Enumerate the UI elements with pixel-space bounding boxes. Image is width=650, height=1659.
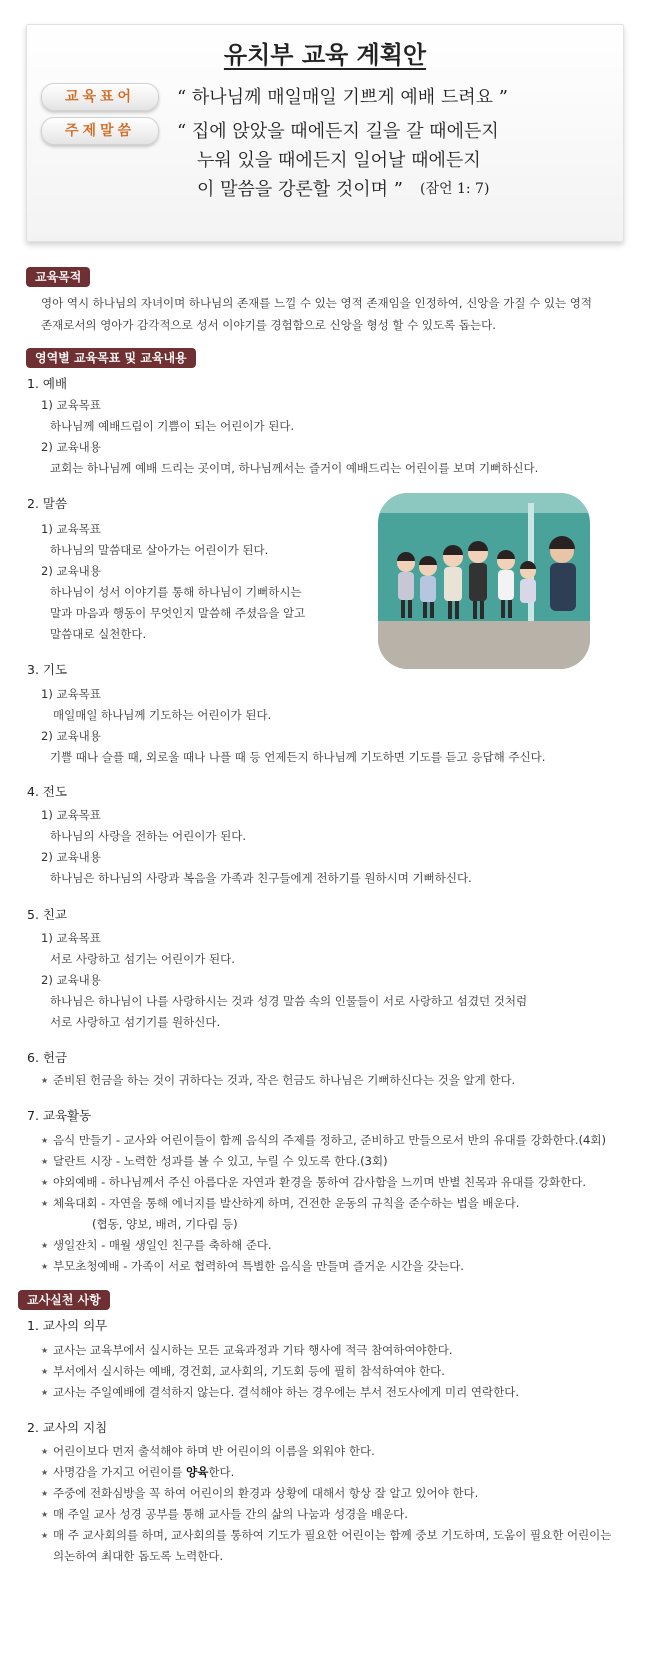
theme-reference: (잠언 1: 7) <box>420 181 490 197</box>
word-content-label: 2) 교육내용 <box>41 564 101 578</box>
group-photo-children-teacher-icon <box>378 493 590 669</box>
prayer-content-label: 2) 교육내용 <box>41 729 101 743</box>
word-goal-label: 1) 교육목표 <box>41 522 101 536</box>
bullet-star-icon: ★ <box>41 1447 49 1456</box>
bullet-star-icon: ★ <box>41 1346 49 1355</box>
bullet-star-icon: ★ <box>41 1262 49 1271</box>
guideline-love-pre: 사명감을 가지고 어린이를 <box>53 1465 187 1479</box>
evangelism-content: 하나님은 하나님의 사랑과 복음을 가족과 친구들에게 전하기를 원하시며 기뻐하신다. <box>50 871 472 885</box>
guideline-love-bold: 양육 <box>186 1465 209 1479</box>
guideline-love-post: 한다. <box>208 1465 235 1479</box>
bullet-star-icon: ★ <box>41 1241 49 1250</box>
theme-label-pill: 주제말씀 <box>41 117 159 145</box>
word-title: 2. 말씀 <box>27 496 68 511</box>
page-title: 유치부 교육 계획안 <box>223 40 427 69</box>
bullet-star-icon: ★ <box>41 1531 49 1540</box>
word-content-line-3: 말씀대로 실천한다. <box>50 627 147 641</box>
worship-content: 교회는 하나님께 예배 드리는 곳이며, 하나님께서는 즐거이 예배드리는 어린이를 보며 기뻐하신다. <box>50 461 539 475</box>
guideline-item-2 <box>53 1464 234 1480</box>
offering-item-1: 준비된 헌금을 하는 것이 귀하다는 것과, 작은 헌금도 하나님은 기뻐하신다는 것을 알게 한다. <box>53 1073 516 1087</box>
bullet-star-icon: ★ <box>41 1136 49 1145</box>
prayer-goal: 매일매일 하나님께 기도하는 어린이가 된다. <box>53 708 272 722</box>
guideline-item-3: 주중에 전화심방을 꼭 하여 어린이의 환경과 상황에 대해서 항상 잘 알고 있어야 한다. <box>53 1486 479 1500</box>
activity-parent-worship: 부모초청예배 - 가족이 서로 협력하여 특별한 음식을 만들며 즐거운 시간을 갖는다. <box>53 1259 464 1273</box>
bullet-star-icon: ★ <box>41 1157 49 1166</box>
fellowship-content-line-1: 하나님은 하나님이 나를 사랑하시는 것과 성경 말씀 속의 인물들이 서로 사랑하고 섬겼던 것처럼 <box>50 994 528 1008</box>
guideline-item-4: 매 주일 교사 성경 공부를 통해 교사들 간의 삶의 나눔과 성경을 배운다. <box>53 1507 408 1521</box>
worship-goal-label: 1) 교육목표 <box>41 398 101 412</box>
bullet-star-icon: ★ <box>41 1178 49 1187</box>
bullet-star-icon: ★ <box>41 1367 49 1376</box>
word-content-line-1: 하나님이 성서 이야기를 통해 하나님이 기뻐하시는 <box>50 585 302 599</box>
guideline-item-5: 매 주 교사회의를 하며, 교사회의를 통하여 기도가 필요한 어린이는 함께 중보 기도하며, 도움이 필요한 어린이는 <box>53 1528 612 1542</box>
activity-sports-sub: (협동, 양보, 배려, 기다림 등) <box>92 1217 238 1231</box>
bullet-star-icon: ★ <box>41 1468 49 1477</box>
purpose-line-1: 영아 역시 하나님의 자녀이며 하나님의 존재를 느낄 수 있는 영적 존재임을 인정하여, 신앙을 가질 수 있는 영적 <box>41 296 592 310</box>
theme-line-1: “ 집에 앉았을 때에든지 길을 갈 때에든지 <box>177 121 499 142</box>
bullet-star-icon: ★ <box>41 1076 49 1085</box>
areas-badge: 영역별 교육목표 및 교육내용 <box>26 348 196 368</box>
guidelines-title: 2. 교사의 지침 <box>27 1420 108 1435</box>
evangelism-goal-label: 1) 교육목표 <box>41 808 101 822</box>
prayer-content: 기쁠 때나 슬플 때, 외로울 때나 나플 때 등 언제든지 하나님께 기도하면 기도를 듣고 응답해 주신다. <box>50 750 546 764</box>
header-box <box>26 24 624 242</box>
prayer-title: 3. 기도 <box>27 662 68 677</box>
worship-content-label: 2) 교육내용 <box>41 440 101 454</box>
motto-label-pill: 교육표어 <box>41 83 159 111</box>
theme-line-3: 이 말씀을 강론할 것이며 ” <box>197 179 403 200</box>
group-photo <box>378 493 590 669</box>
offering-title: 6. 헌금 <box>27 1050 68 1065</box>
purpose-badge: 교육목적 <box>26 267 90 287</box>
purpose-line-2: 존재로서의 영아가 감각적으로 성서 이야기를 경험함으로 신앙을 형성 할 수 있도록 돕는다. <box>41 318 496 332</box>
fellowship-title: 5. 친교 <box>27 907 68 922</box>
worship-title: 1. 예배 <box>27 376 68 391</box>
theme-line-2: 누워 있을 때에든지 일어날 때에든지 <box>197 150 481 171</box>
activity-talent-market: 달란트 시장 - 노력한 성과를 볼 수 있고, 누릴 수 있도록 한다.(3회) <box>53 1154 388 1168</box>
teacher-badge: 교사실천 사항 <box>18 1290 110 1310</box>
motto-text: “ 하나님께 매일매일 기쁘게 예배 드려요 ” <box>177 87 508 108</box>
activity-cooking: 음식 만들기 - 교사와 어린이들이 함께 음식의 주제를 정하고, 준비하고 만들으로서 반의 유대를 강화한다.(4회) <box>53 1133 606 1147</box>
bullet-star-icon: ★ <box>41 1489 49 1498</box>
guideline-item-1: 어린이보다 먼저 출석해야 하며 반 어린이의 이름을 외워야 한다. <box>53 1444 375 1458</box>
activity-birthday: 생일잔치 - 매월 생일인 친구를 축하해 준다. <box>53 1238 272 1252</box>
bullet-star-icon: ★ <box>41 1510 49 1519</box>
word-goal: 하나님의 말씀대로 살아가는 어린이가 된다. <box>50 543 269 557</box>
fellowship-content-line-2: 서로 사랑하고 섬기기를 원하신다. <box>50 1015 221 1029</box>
word-content-line-2: 말과 마음과 행동이 무엇인지 말씀해 주셨음을 알고 <box>50 606 306 620</box>
activity-sports-day: 체육대회 - 자연을 통해 에너지를 발산하게 하며, 건전한 운동의 규칙을 준수하는 법을 배운다. <box>53 1196 520 1210</box>
duties-title: 1. 교사의 의무 <box>27 1318 108 1333</box>
evangelism-title: 4. 전도 <box>27 784 68 799</box>
duty-item-1: 교사는 교육부에서 실시하는 모든 교육과정과 기타 행사에 적극 참여하여야한다. <box>53 1343 453 1357</box>
activity-outdoor-worship: 야외예배 - 하나님께서 주신 아름다운 자연과 환경을 통하여 감사함을 느끼며 반별 친목과 유대를 강화한다. <box>53 1175 587 1189</box>
prayer-goal-label: 1) 교육목표 <box>41 687 101 701</box>
fellowship-goal-label: 1) 교육목표 <box>41 931 101 945</box>
duty-item-2: 부서에서 실시하는 예배, 경건회, 교사회의, 기도회 등에 필히 참석하여야 한다. <box>53 1364 445 1378</box>
fellowship-content-label: 2) 교육내용 <box>41 973 101 987</box>
worship-goal: 하나님께 예배드림이 기쁨이 되는 어린이가 된다. <box>50 419 295 433</box>
guideline-item-5-cont: 의논하여 최대한 돕도록 노력한다. <box>53 1549 224 1563</box>
evangelism-goal: 하나님의 사랑을 전하는 어린이가 된다. <box>50 829 247 843</box>
bullet-star-icon: ★ <box>41 1388 49 1397</box>
evangelism-content-label: 2) 교육내용 <box>41 850 101 864</box>
bullet-star-icon: ★ <box>41 1199 49 1208</box>
fellowship-goal: 서로 사랑하고 섬기는 어린이가 된다. <box>50 952 235 966</box>
activities-title: 7. 교육활동 <box>27 1108 92 1123</box>
duty-item-3: 교사는 주일예배에 결석하지 않는다. 결석해야 하는 경우에는 부서 전도사에게 미리 연락한다. <box>53 1385 520 1399</box>
